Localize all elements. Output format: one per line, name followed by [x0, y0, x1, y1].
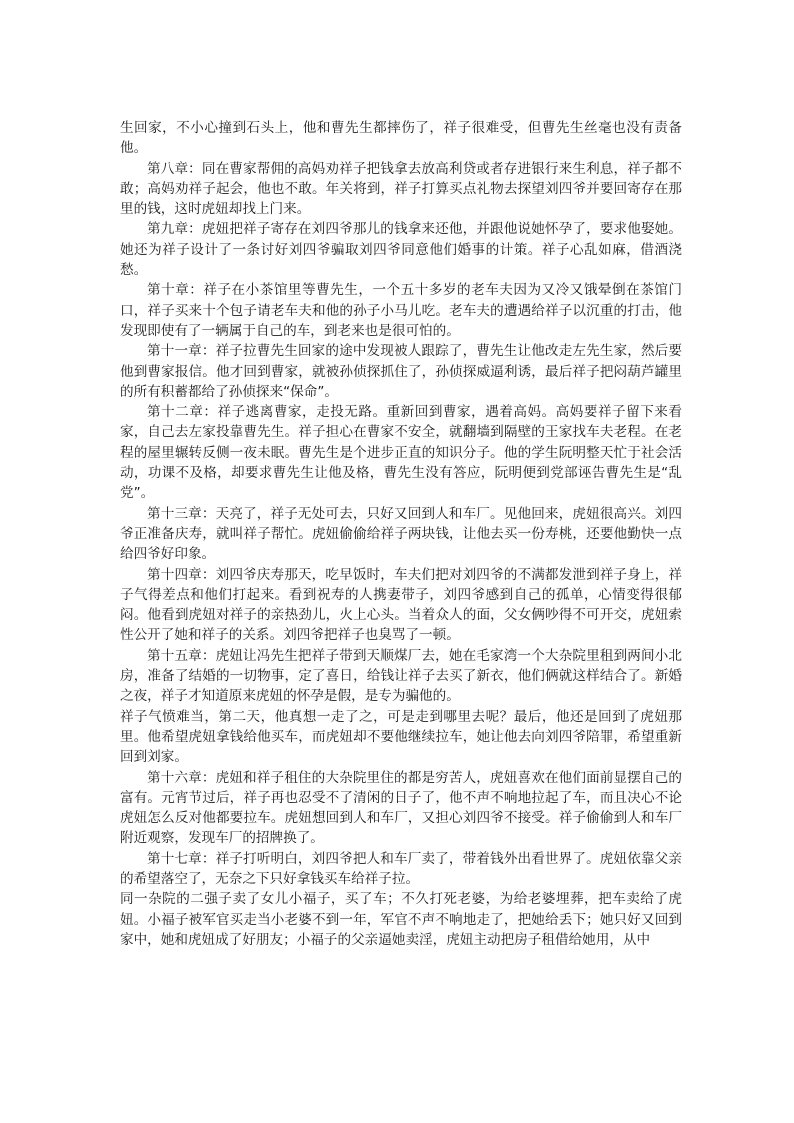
paragraph: 第十一章：祥子拉曹先生回家的途中发现被人跟踪了，曹先生让他改走左先生家，然后要他到曹家报信。他才回到曹家，就被孙侦探抓住了，孙侦探威逼利诱，最后祥子把闷葫芦罐里的所有积蓄都给了孙侦探来“保命”。	[120, 343, 682, 400]
paragraph: 第十章：祥子在小茶馆里等曹先生，一个五十多岁的老车夫因为又冷又饿晕倒在茶馆门口，祥子买来十个包子请老车夫和他的孙子小马儿吃。老车夫的遭遇给祥子以沉重的打击，他发现即使有了一辆属于自己的车，到老来也是很可怕的。	[120, 282, 682, 339]
paragraph: 生回家，不小心撞到石头上，他和曹先生都摔伤了，祥子很难受，但曹先生丝毫也没有责备他。	[120, 120, 682, 157]
paragraph: 第十七章：祥子打听明白，刘四爷把人和车厂卖了，带着钱外出看世界了。虎妞依靠父亲的希望落空了，无奈之下只好拿钱买车给祥子拉。	[120, 850, 682, 887]
paragraph: 第十六章：虎妞和祥子租住的大杂院里住的都是穷苦人，虎妞喜欢在他们面前显摆自己的富有。元宵节过后，祥子再也忍受不了清闲的日子了，他不声不响地拉起了车，而且决心不论虎妞怎么反对他都要拉车。虎妞想回到人和车厂，又担心刘四爷不接受。祥子偷偷到人和车厂附近观察，发现车厂的招牌换了。	[120, 769, 682, 847]
paragraph: 第八章：同在曹家帮佣的高妈劝祥子把钱拿去放高利贷或者存进银行来生利息，祥子都不敢；高妈劝祥子起会，他也不敢。年关将到，祥子打算买点礼物去探望刘四爷并要回寄存在那里的钱，这时虎妞却找上门来。	[120, 160, 682, 218]
paragraph: 第十三章：天亮了，祥子无处可去，只好又回到人和车厂。见他回来，虎妞很高兴。刘四爷正准备庆寿，就叫祥子帮忙。虎妞偷偷给祥子两块钱，让他去买一份寿桃，还要他勤快一点给四爷好印象。	[120, 505, 682, 563]
paragraph: 同一杂院的二强子卖了女儿小福子，买了车；不久打死老婆，为给老婆埋葬，把车卖给了虎妞。小福子被军官买走当小老婆不到一年，军官不声不响地走了，把她给丢下；她只好又回到家中，她和虎妞成了好朋友；小福子的父亲逼她卖淫，虎妞主动把房子租借给她用，从中	[120, 891, 682, 948]
paragraph: 祥子气愤难当，第二天，他真想一走了之，可是走到哪里去呢？最后，他还是回到了虎妞那里。他希望虎妞拿钱给他买车，而虎妞却不要他继续拉车，她让他去向刘四爷陪罪，希望重新回到刘家。	[120, 708, 682, 766]
paragraph: 第十四章：刘四爷庆寿那天，吃早饭时，车夫们把对刘四爷的不满都发泄到祥子身上，祥子气得差点和他们打起来。看到祝寿的人携妻带子，刘四爷感到自己的孤单，心情变得很郁闷。他看到虎妞对祥子的亲热劲儿，火上心头。当着众人的面，父女俩吵得不可开交，虎妞索性公开了她和祥子的关系。刘四爷把祥子也臭骂了一顿。	[120, 566, 682, 644]
paragraph: 第十二章：祥子逃离曹家，走投无路。重新回到曹家，遇着高妈。高妈要祥子留下来看家，自己去左家投靠曹先生。祥子担心在曹家不安全，就翻墙到隔壁的王家找车夫老程。在老程的屋里辗转反侧一夜未眠。曹先生是个进步正直的知识分子。他的学生阮明整天忙于社会活动，功课不及格，却要求曹先生让他及格，曹先生没有答应，阮明便到党部诬告曹先生是“乱党”。	[120, 404, 682, 502]
document-body	[120, 118, 682, 950]
paragraph: 第九章：虎妞把祥子寄存在刘四爷那儿的钱拿来还他，并跟他说她怀孕了，要求他娶她。她还为祥子设计了一条讨好刘四爷骗取刘四爷同意他们婚事的计策。祥子心乱如麻，借酒浇愁。	[120, 221, 682, 279]
paragraph: 第十五章：虎妞让冯先生把祥子带到天顺煤厂去，她在毛家湾一个大杂院里租到两间小北房，准备了结婚的一切物事，定了喜日，给钱让祥子去买了新衣，他们俩就这样结合了。新婚之夜，祥子才知道原来虎妞的怀孕是假，是专为骗他的。	[120, 647, 682, 705]
